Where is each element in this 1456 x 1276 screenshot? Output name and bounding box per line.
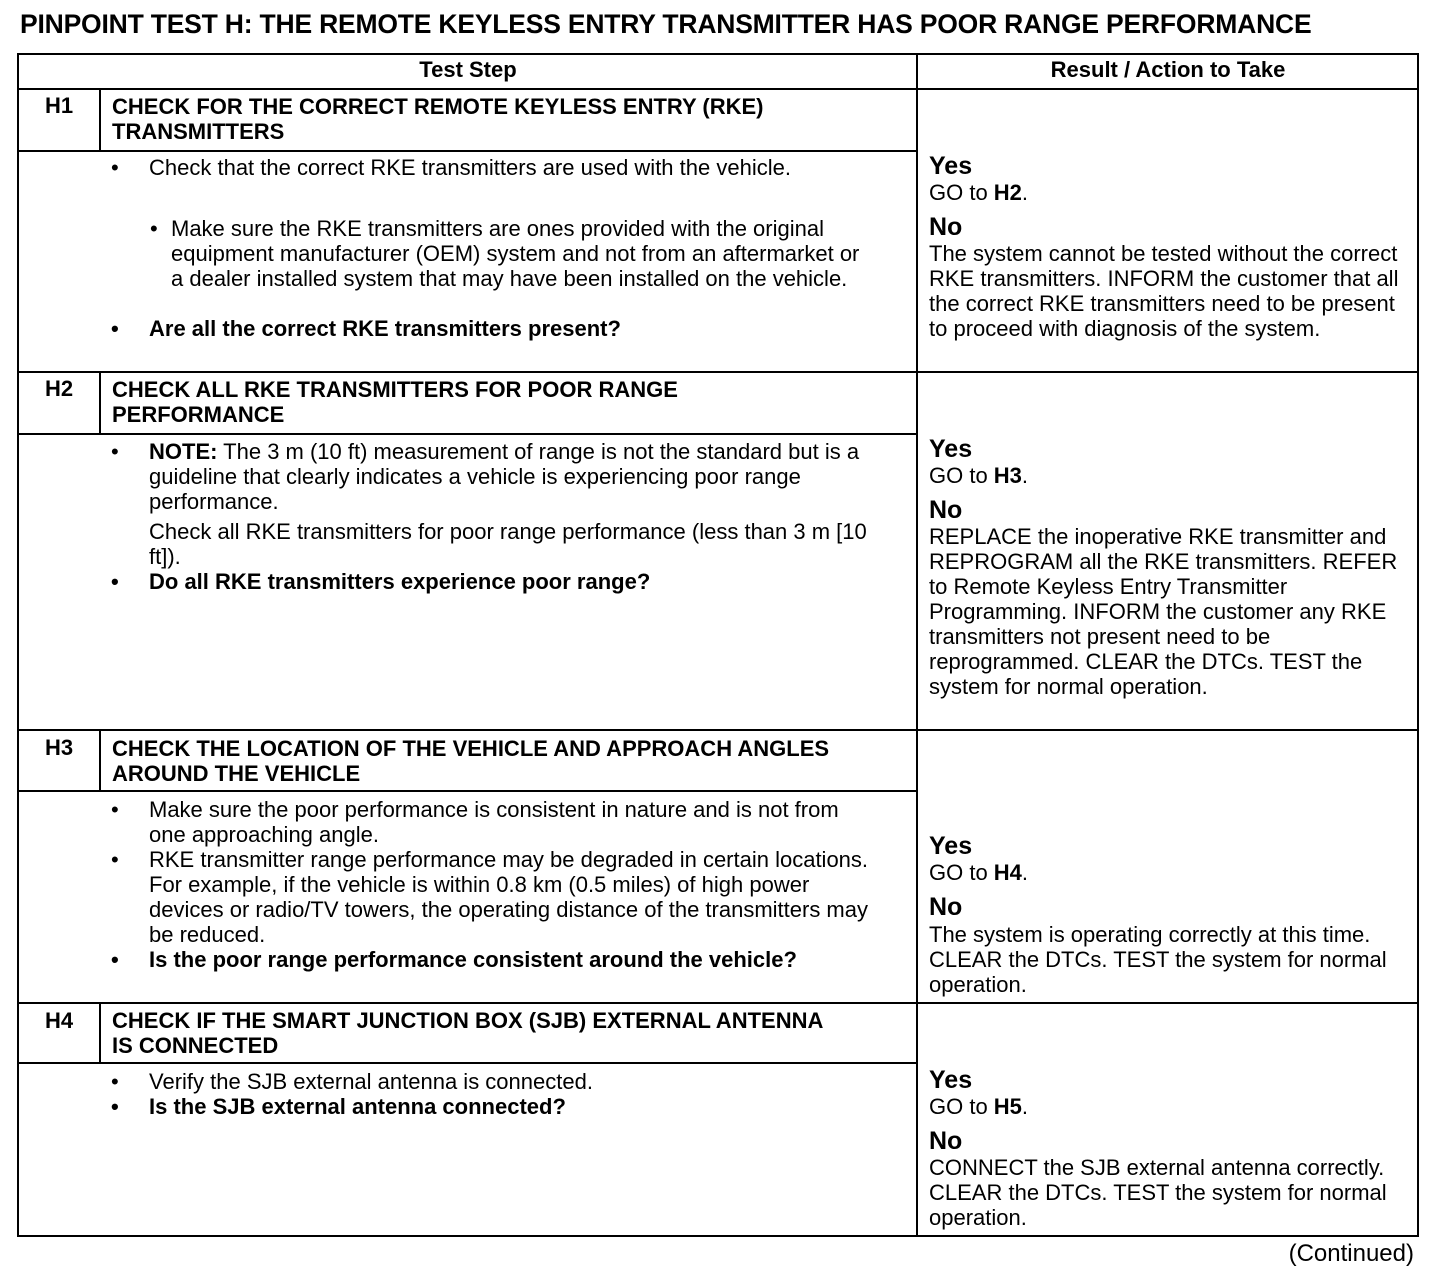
question-text: Is the SJB external antenna connected? bbox=[149, 1094, 566, 1119]
no-label: No bbox=[929, 496, 963, 524]
bullet-glyph: • bbox=[111, 155, 119, 180]
yes-action-target: H3 bbox=[993, 463, 1022, 488]
step-id: H3 bbox=[44, 735, 74, 760]
header-result: Result / Action to Take bbox=[1050, 57, 1286, 82]
step-bullet bbox=[111, 847, 889, 947]
step-paragraph: Check all RKE transmitters for poor range performance (less than 3 m [10 ft]). bbox=[149, 519, 867, 569]
id-divider-h1 bbox=[99, 88, 101, 152]
yes-label: Yes bbox=[929, 152, 973, 180]
yes-action-suffix: . bbox=[1021, 463, 1029, 488]
id-divider-h3 bbox=[99, 729, 101, 792]
header-test-step: Test Step bbox=[419, 57, 517, 82]
yes-action-prefix: GO to bbox=[929, 180, 994, 205]
yes-label: Yes bbox=[929, 832, 973, 860]
page-title: PINPOINT TEST H: THE REMOTE KEYLESS ENTRY TRANSMITTER HAS POOR RANGE PERFORMANCE bbox=[20, 9, 1312, 39]
step-note bbox=[111, 439, 869, 514]
question-text: Are all the correct RKE transmitters present? bbox=[149, 316, 621, 341]
bullet-glyph: • bbox=[111, 947, 119, 972]
yes-label: Yes bbox=[929, 1066, 973, 1094]
continued-label: (Continued) bbox=[1288, 1240, 1414, 1267]
note-label: NOTE: bbox=[149, 439, 218, 464]
no-label: No bbox=[929, 213, 963, 241]
title-divider-h2 bbox=[17, 433, 917, 435]
step-question bbox=[111, 316, 889, 341]
question-text: Is the poor range performance consistent around the vehicle? bbox=[149, 947, 797, 972]
no-label: No bbox=[929, 1127, 963, 1155]
step-title: CHECK FOR THE CORRECT REMOTE KEYLESS ENTRY (RKE) TRANSMITTERS bbox=[112, 94, 764, 144]
row-divider-h2 bbox=[17, 371, 1419, 373]
yes-action-suffix: . bbox=[1021, 180, 1029, 205]
yes-action bbox=[929, 860, 1414, 885]
title-divider-h3 bbox=[17, 790, 917, 792]
title-divider-h1 bbox=[17, 150, 917, 152]
bullet-text: RKE transmitter range performance may be degraded in certain locations. For example, if the vehicle is within 0.8 km (0.5 miles) of high power devices or radio/TV towers, the operating distance of the transmitters may be reduced. bbox=[149, 847, 869, 947]
no-action: CONNECT the SJB external antenna correctly. CLEAR the DTCs. TEST the system for normal operation. bbox=[929, 1155, 1387, 1230]
yes-action-prefix: GO to bbox=[929, 463, 994, 488]
step-bullet bbox=[111, 797, 879, 847]
yes-action bbox=[929, 463, 1414, 488]
yes-action-target: H4 bbox=[993, 860, 1022, 885]
question-text: Do all RKE transmitters experience poor range? bbox=[149, 569, 651, 594]
title-divider-h4 bbox=[17, 1062, 917, 1064]
yes-label: Yes bbox=[929, 435, 973, 463]
note-text: The 3 m (10 ft) measurement of range is not the standard but is a guideline that clearly indicates a vehicle is experiencing poor range performance. bbox=[149, 439, 860, 514]
no-action: REPLACE the inoperative RKE transmitter and REPROGRAM all the RKE transmitters. REFER to Remote Keyless Entry Transmitter Programming. INFORM the customer any RKE transmitters not present need to be reprogrammed. CLEAR the DTCs. TEST the system for normal operation. bbox=[929, 524, 1398, 699]
bullet-glyph: • bbox=[111, 1094, 119, 1119]
step-question bbox=[111, 1094, 879, 1119]
bullet-glyph: • bbox=[111, 316, 119, 341]
column-divider bbox=[916, 53, 918, 1237]
step-id: H2 bbox=[44, 376, 74, 401]
bullet-glyph: • bbox=[111, 439, 119, 464]
id-divider-h4 bbox=[99, 1002, 101, 1064]
no-action: The system cannot be tested without the correct RKE transmitters. INFORM the customer that all the correct RKE transmitters need to be present to proceed with diagnosis of the system. bbox=[929, 241, 1399, 341]
step-bullet bbox=[111, 155, 839, 180]
step-question bbox=[111, 569, 889, 594]
bullet-glyph: • bbox=[111, 847, 119, 872]
yes-action-suffix: . bbox=[1021, 860, 1029, 885]
yes-action-suffix: . bbox=[1021, 1094, 1029, 1119]
no-label: No bbox=[929, 893, 963, 921]
bullet-glyph: • bbox=[111, 569, 119, 594]
yes-action-prefix: GO to bbox=[929, 860, 994, 885]
bullet-glyph: • bbox=[150, 216, 158, 241]
id-divider-h2 bbox=[99, 371, 101, 435]
no-action: The system is operating correctly at this time. CLEAR the DTCs. TEST the system for normal operation. bbox=[929, 922, 1387, 997]
bullet-text: Check that the correct RKE transmitters are used with the vehicle. bbox=[149, 155, 791, 180]
step-title: CHECK THE LOCATION OF THE VEHICLE AND APPROACH ANGLES AROUND THE VEHICLE bbox=[112, 736, 830, 786]
step-id: H4 bbox=[44, 1008, 74, 1033]
step-title: CHECK ALL RKE TRANSMITTERS FOR POOR RANGE PERFORMANCE bbox=[112, 377, 678, 427]
yes-action-target: H5 bbox=[993, 1094, 1022, 1119]
yes-action bbox=[929, 180, 1414, 205]
step-title: CHECK IF THE SMART JUNCTION BOX (SJB) EXTERNAL ANTENNA IS CONNECTED bbox=[112, 1008, 823, 1058]
step-sub-bullet bbox=[150, 216, 871, 291]
yes-action bbox=[929, 1094, 1414, 1119]
step-id: H1 bbox=[44, 93, 74, 118]
bullet-text: Make sure the poor performance is consistent in nature and is not from one approaching angle. bbox=[149, 797, 839, 847]
step-bullet bbox=[111, 1069, 879, 1094]
bullet-text: Verify the SJB external antenna is connected. bbox=[149, 1069, 593, 1094]
row-divider-h3 bbox=[17, 729, 1419, 731]
yes-action-target: H2 bbox=[993, 180, 1022, 205]
row-divider-h4 bbox=[17, 1002, 1419, 1004]
bullet-glyph: • bbox=[111, 1069, 119, 1094]
bullet-text: Make sure the RKE transmitters are ones provided with the original equipment manufacturer (OEM) system and not from an aftermarket or a dealer installed system that may have been installed on the vehicle. bbox=[171, 216, 860, 291]
bullet-glyph: • bbox=[111, 797, 119, 822]
header-divider bbox=[17, 88, 1419, 90]
step-question bbox=[111, 947, 839, 972]
yes-action-prefix: GO to bbox=[929, 1094, 994, 1119]
